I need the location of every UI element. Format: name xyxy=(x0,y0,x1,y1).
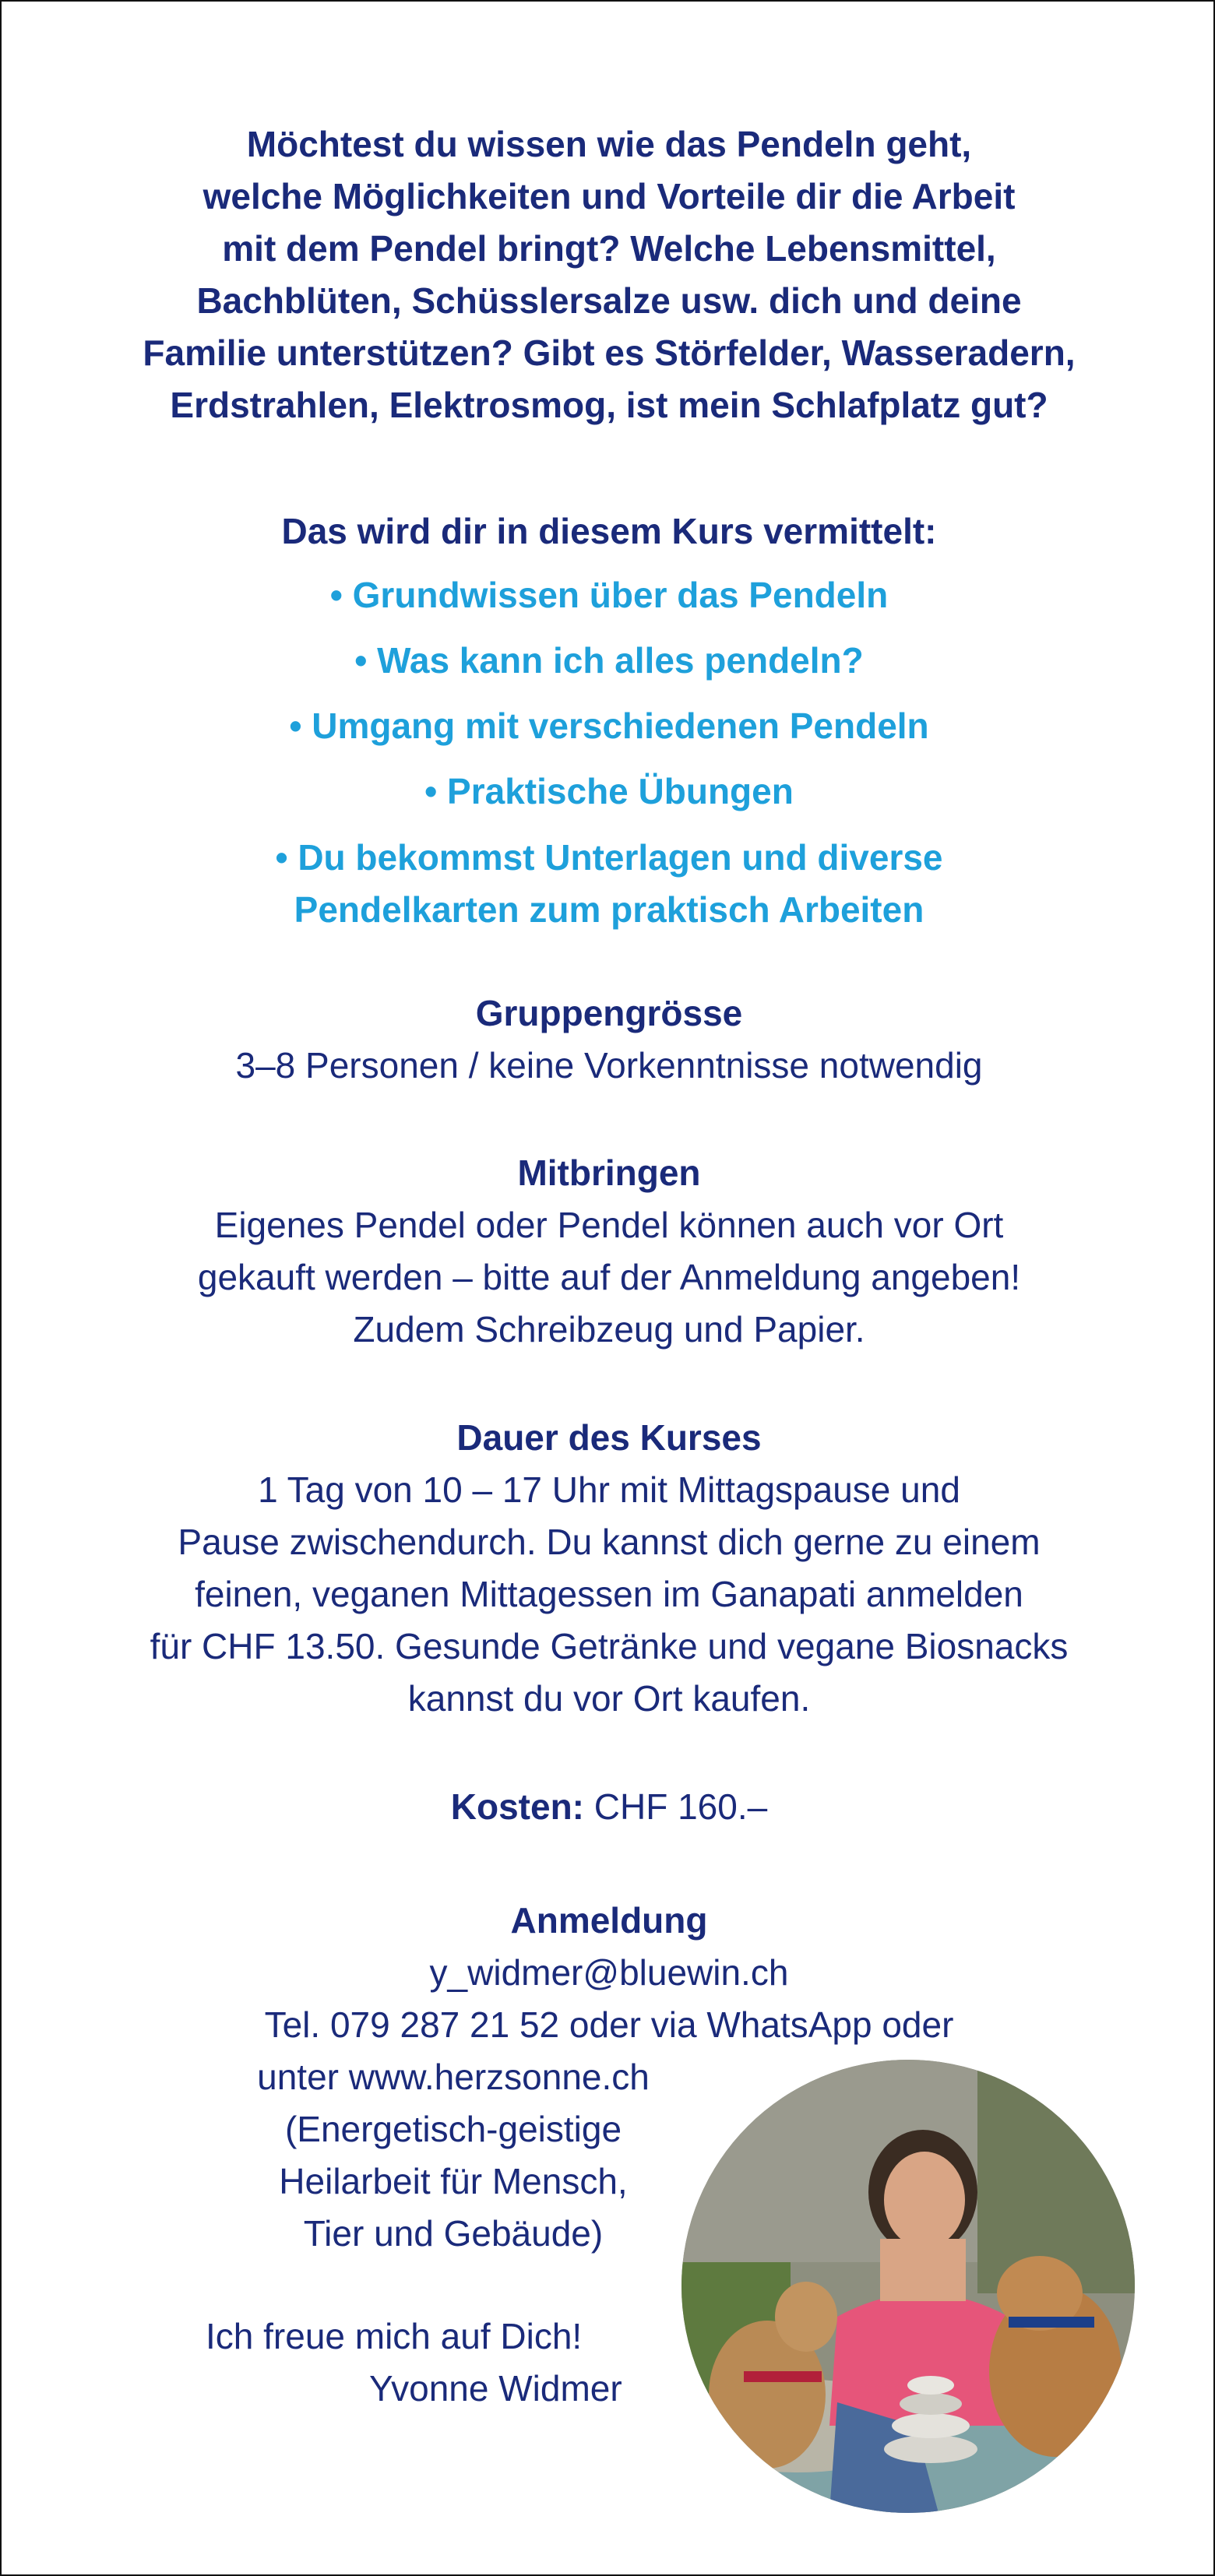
phone-text: Tel. 079 287 21 52 oder via WhatsApp oder xyxy=(264,2004,954,2045)
closing-greeting xyxy=(206,2310,622,2415)
greeting-text: Ich freue mich auf Dich! xyxy=(206,2316,583,2356)
cost-line xyxy=(2,1781,1215,1833)
section-text: Eigenes Pendel oder Pendel können auch vor Ort xyxy=(214,1205,1004,1245)
intro-line: Erdstrahlen, Elektrosmog, ist mein Schlafplatz gut? xyxy=(170,385,1048,425)
list-item: • Umgang mit verschiedenen Pendeln xyxy=(289,706,929,746)
list-item-line: Pendelkarten zum praktisch Arbeiten xyxy=(294,889,924,930)
section-text: Zudem Schreibzeug und Papier. xyxy=(353,1309,865,1350)
registration-section xyxy=(2,1894,1215,1947)
detail-line: Heilarbeit für Mensch, xyxy=(279,2161,628,2201)
duration-section xyxy=(2,1411,1215,1725)
group-size-section xyxy=(2,987,1215,1092)
course-content-heading: Das wird dir in diesem Kurs vermittelt: xyxy=(281,511,937,551)
signature-name: Yvonne Widmer xyxy=(369,2368,622,2409)
section-text: gekauft werden – bitte auf der Anmeldung angeben! xyxy=(197,1257,1021,1297)
section-text: für CHF 13.50. Gesunde Getränke und vegane Biosnacks xyxy=(150,1626,1069,1666)
intro-line: Möchtest du wissen wie das Pendeln geht, xyxy=(246,124,972,164)
portrait-photo-illustration xyxy=(681,2060,1135,2513)
list-item: • Grundwissen über das Pendeln xyxy=(329,575,889,615)
section-heading: Gruppengrösse xyxy=(475,993,743,1033)
section-text: kannst du vor Ort kaufen. xyxy=(407,1678,811,1719)
cost-value: CHF 160.– xyxy=(584,1786,768,1827)
bring-along-section xyxy=(2,1146,1215,1356)
email-link[interactable]: y_widmer@bluewin.ch xyxy=(429,1952,789,1993)
section-text: 3–8 Personen / keine Vorkenntnisse notwendig xyxy=(235,1045,983,1086)
list-item xyxy=(2,824,1215,936)
list-item: • Praktische Übungen xyxy=(424,771,794,811)
website-link[interactable]: unter www.herzsonne.ch xyxy=(257,2057,650,2097)
registration-details xyxy=(235,2051,671,2260)
detail-line: (Energetisch-geistige xyxy=(284,2109,622,2149)
intro-paragraph xyxy=(2,118,1215,431)
section-heading: Dauer des Kurses xyxy=(456,1417,762,1458)
list-item-line: • Du bekommst Unterlagen und diverse xyxy=(275,837,943,878)
section-text: feinen, veganen Mittagessen im Ganapati anmelden xyxy=(195,1574,1023,1614)
detail-line: Tier und Gebäude) xyxy=(303,2213,604,2254)
section-text: Pause zwischendurch. Du kannst dich gerne zu einem xyxy=(178,1522,1041,1562)
registration-contact xyxy=(2,1947,1215,2051)
intro-line: Bachblüten, Schüsslersalze usw. dich und deine xyxy=(196,280,1022,321)
section-heading: Mitbringen xyxy=(517,1153,701,1193)
intro-line: welche Möglichkeiten und Vorteile dir die Arbeit xyxy=(202,176,1016,216)
intro-line: mit dem Pendel bringt? Welche Lebensmittel, xyxy=(222,228,996,269)
cost-label: Kosten: xyxy=(450,1786,584,1827)
section-heading: Anmeldung xyxy=(510,1900,708,1941)
course-content-list xyxy=(2,562,1215,936)
portrait-photo xyxy=(681,2060,1135,2513)
section-text: 1 Tag von 10 – 17 Uhr mit Mittagspause und xyxy=(258,1469,960,1510)
cost-section xyxy=(2,1781,1215,1833)
list-item: • Was kann ich alles pendeln? xyxy=(354,640,864,681)
intro-line: Familie unterstützen? Gibt es Störfelder, Wasseradern, xyxy=(143,333,1076,373)
